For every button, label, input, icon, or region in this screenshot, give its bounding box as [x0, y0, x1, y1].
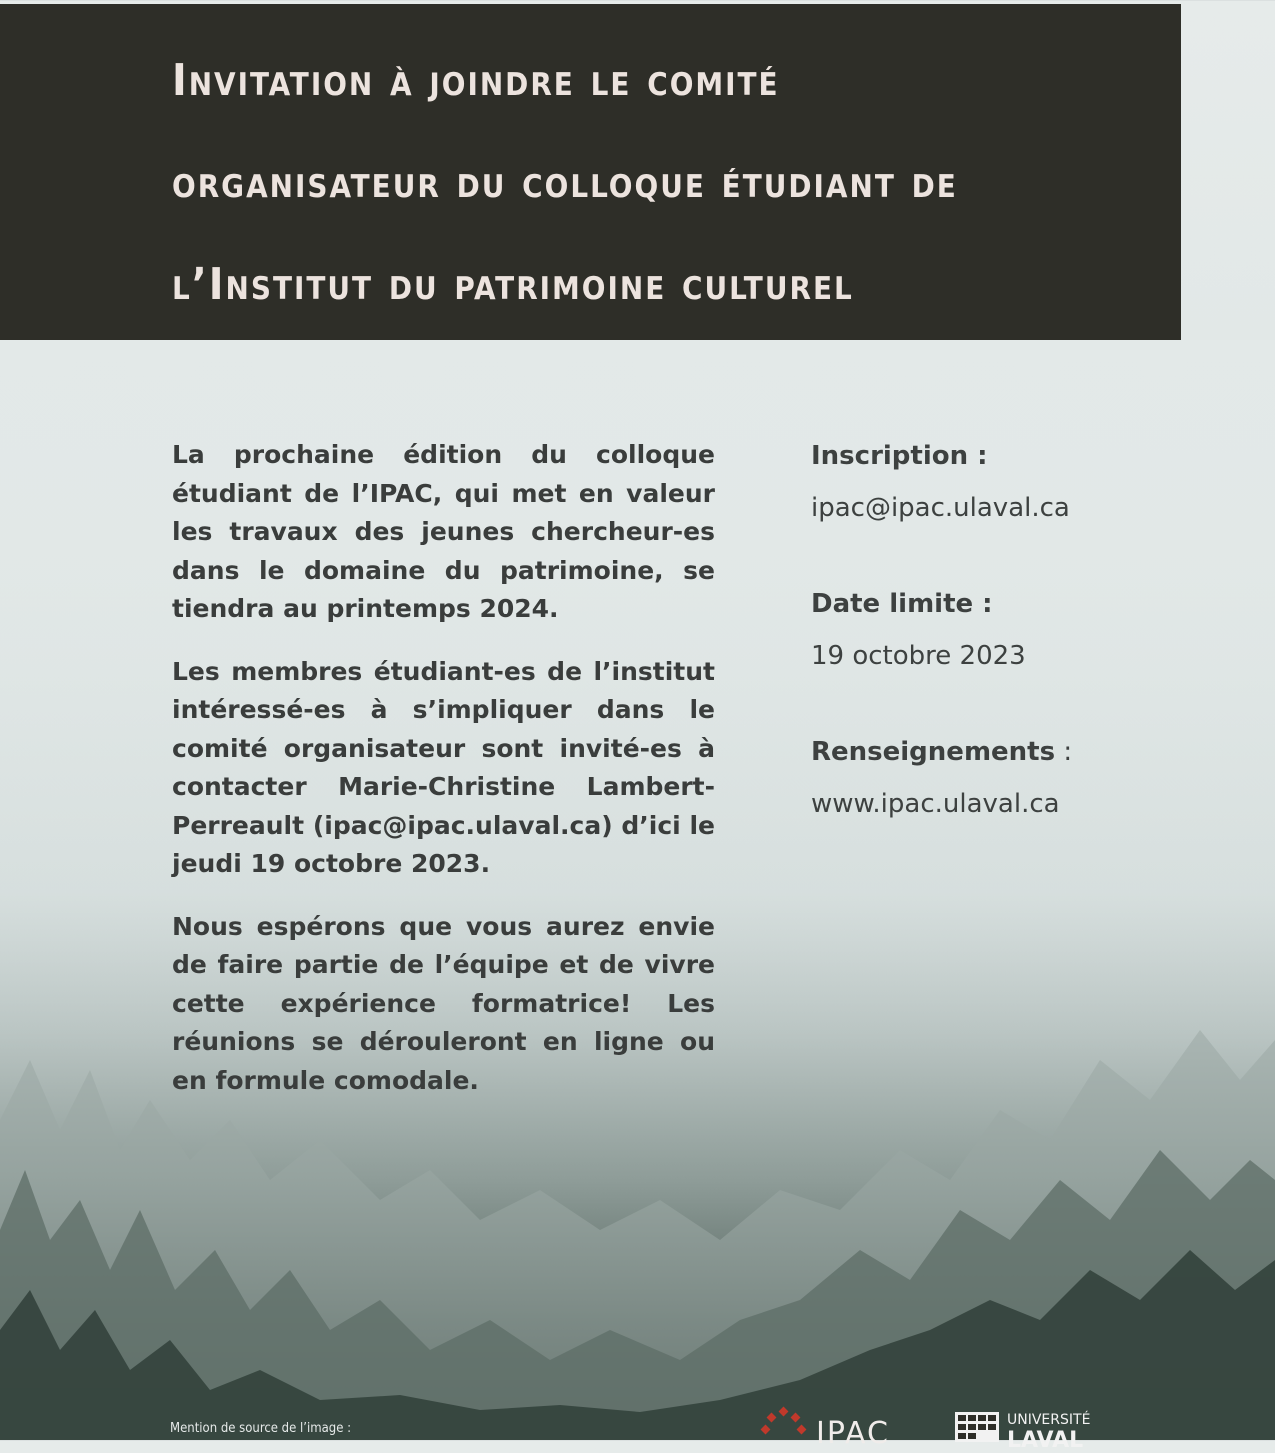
- info-sidebar: [811, 436, 1231, 880]
- universite-laval-logo: [955, 1410, 1105, 1453]
- inscription-block: [811, 436, 1231, 528]
- info-label: Renseignements: [811, 737, 1056, 767]
- info-block: [811, 732, 1231, 824]
- image-credit: Mention de source de l’image :: [170, 1421, 352, 1436]
- info-label-wrap: [811, 732, 1231, 772]
- body-paragraph-1: La prochaine édition du colloque étudiant de l’IPAC, qui met en valeur les travaux des jeunes chercheur-es dans le domaine du patrimoine, se tiendra au printemps 2024.: [172, 440, 715, 623]
- inscription-email[interactable]: ipac@ipac.ulaval.ca: [811, 493, 1070, 523]
- body-text-column: [172, 436, 715, 1124]
- title-line-3: l’Institut du patrimoine culturel: [172, 259, 854, 310]
- body-paragraph-3: Nous espérons que vous aurez envie de faire partie de l’équipe et de vivre cette expérience formatrice! Les réunions se dérouleront en ligne ou en formule comodale.: [172, 911, 715, 1095]
- ipac-star-icon: [756, 1406, 812, 1446]
- info-label-colon: :: [1055, 737, 1073, 767]
- laval-logo-bottom: LAVAL: [1007, 1428, 1084, 1453]
- deadline-label: Date limite :: [811, 589, 993, 619]
- ipac-logo: [756, 1406, 906, 1451]
- title-line-2: organisateur du colloque étudiant de: [172, 157, 958, 208]
- title-line-1: Invitation à joindre le comité: [172, 55, 780, 106]
- laval-logo-top: UNIVERSITÉ: [1007, 1412, 1091, 1428]
- inscription-label: Inscription :: [811, 441, 988, 471]
- laval-crest-icon: [955, 1412, 999, 1442]
- deadline-value: 19 octobre 2023: [811, 641, 1026, 671]
- body-paragraph-2: Les membres étudiant-es de l’institut intéressé-es à s’impliquer dans le comité organisateur sont invité-es à contacter Marie-Christine Lambert-Perreault (ipac@ipac.ulaval.ca) d’ici le jeudi 19 octobre 2023.: [172, 656, 715, 878]
- info-website-link[interactable]: www.ipac.ulaval.ca: [811, 789, 1060, 819]
- deadline-block: [811, 584, 1231, 676]
- title-banner: [0, 4, 1181, 340]
- ipac-logo-text: IPAC: [816, 1416, 890, 1451]
